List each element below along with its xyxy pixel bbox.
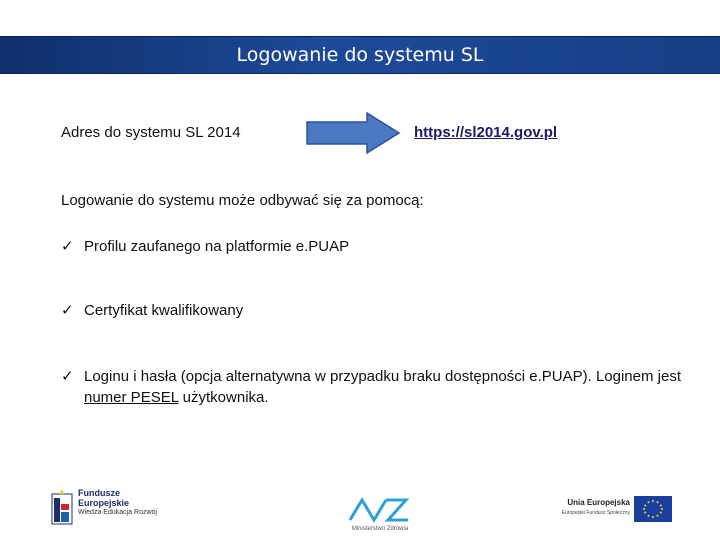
check-icon: ✓	[61, 238, 74, 255]
fundusze-europejskie-logo	[50, 486, 170, 536]
slide-title: Logowanie do systemu SL	[236, 44, 484, 66]
fe-line2: Europejskie	[78, 498, 130, 508]
list-item-text: Profilu zaufanego na platformie e.PUAP	[84, 238, 350, 255]
fe-line3: Wiedza Edukacja Rozwój	[78, 509, 157, 516]
title-banner	[0, 36, 720, 74]
unia-europejska-logo	[548, 492, 678, 532]
fe-stars-icon	[50, 488, 76, 528]
check-icon: ✓	[61, 368, 74, 385]
check-icon: ✓	[61, 302, 74, 319]
eu-flag-icon	[634, 496, 672, 522]
address-label: Adres do systemu SL 2014	[61, 124, 241, 141]
list-item-text-part: użytkownika.	[178, 389, 269, 406]
intro-text: Logowanie do systemu może odbywać się za pomocą:	[61, 192, 424, 209]
sl2014-link[interactable]: https://sl2014.gov.pl	[414, 124, 558, 141]
mz-subtitle: Ministerstwo Zdrowia	[351, 526, 409, 532]
footer-logos	[0, 478, 720, 540]
mz-icon	[340, 492, 420, 526]
list-item-text-part: Loginu i hasła (opcja alternatywna w przypadku braku dostępności e.PUAP). Loginem jest	[84, 368, 681, 385]
pesel-underlined: numer PESEL	[84, 389, 179, 406]
ue-line1: Unia Europejska	[567, 498, 630, 507]
list-item-text	[84, 366, 694, 408]
ministerstwo-zdrowia-logo	[340, 492, 420, 536]
ue-line2: Europejski Fundusz Społeczny	[561, 510, 630, 516]
right-arrow-icon	[305, 112, 401, 154]
fe-line1: Fundusze	[78, 488, 120, 498]
list-item-text: Certyfikat kwalifikowany	[84, 302, 244, 319]
